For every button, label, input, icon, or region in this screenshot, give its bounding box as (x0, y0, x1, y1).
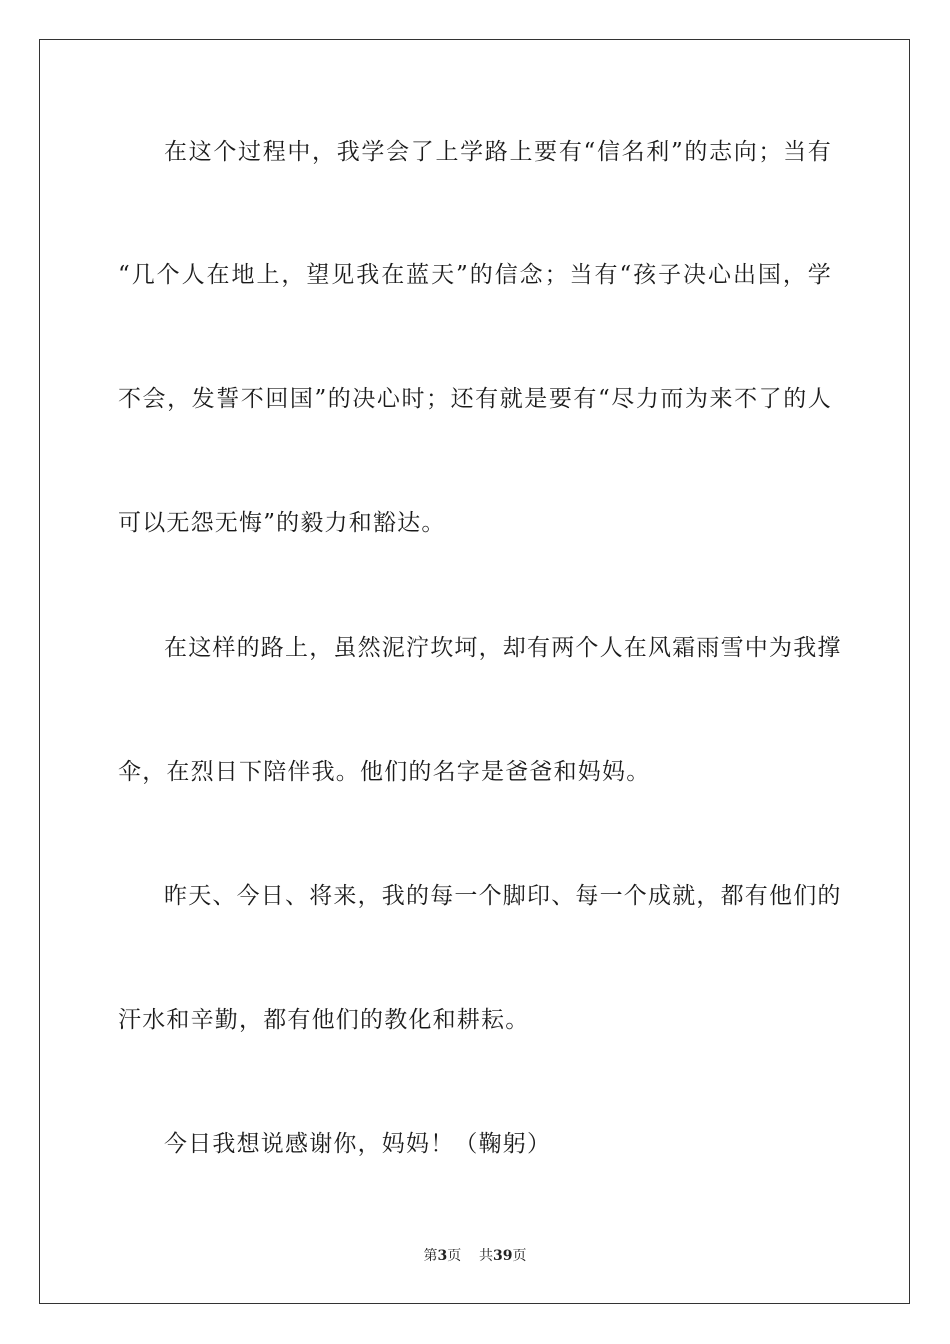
footer-page-number: 3 (437, 1248, 448, 1264)
footer-total-prefix: 共 (479, 1248, 494, 1264)
footer-total-pages: 39 (493, 1248, 513, 1264)
paragraph-1-line-1: 在这个过程中，我学会了上学路上要有“信名利”的志向；当有 (164, 139, 832, 165)
paragraph-2-line-2: 伞，在烈日下陪伴我。他们的名字是爸爸和妈妈。 (118, 759, 651, 785)
footer-total-suffix: 页 (512, 1248, 527, 1264)
paragraph-1-line-2: “几个人在地上，望见我在蓝天”的信念；当有“孩子决心出国，学 (118, 262, 832, 288)
page-border (39, 39, 910, 1304)
footer-page-suffix: 页 (447, 1248, 462, 1264)
page-footer (0, 1246, 950, 1266)
paragraph-4-line-1: 今日我想说感谢你，妈妈！（鞠躬） (164, 1131, 552, 1157)
paragraph-3-line-2: 汗水和辛勤，都有他们的教化和耕耘。 (118, 1007, 530, 1033)
paragraph-2-line-1: 在这样的路上，虽然泥泞坎坷，却有两个人在风霜雨雪中为我撑 (164, 635, 842, 661)
paragraph-1-line-4: 可以无怨无悔”的毅力和豁达。 (118, 510, 446, 536)
paragraph-1-line-3: 不会，发誓不回国”的决心时；还有就是要有“尽力而为来不了的人 (118, 386, 832, 412)
paragraph-3-line-1: 昨天、今日、将来，我的每一个脚印、每一个成就，都有他们的 (164, 883, 842, 909)
footer-page-prefix: 第 (423, 1248, 438, 1264)
